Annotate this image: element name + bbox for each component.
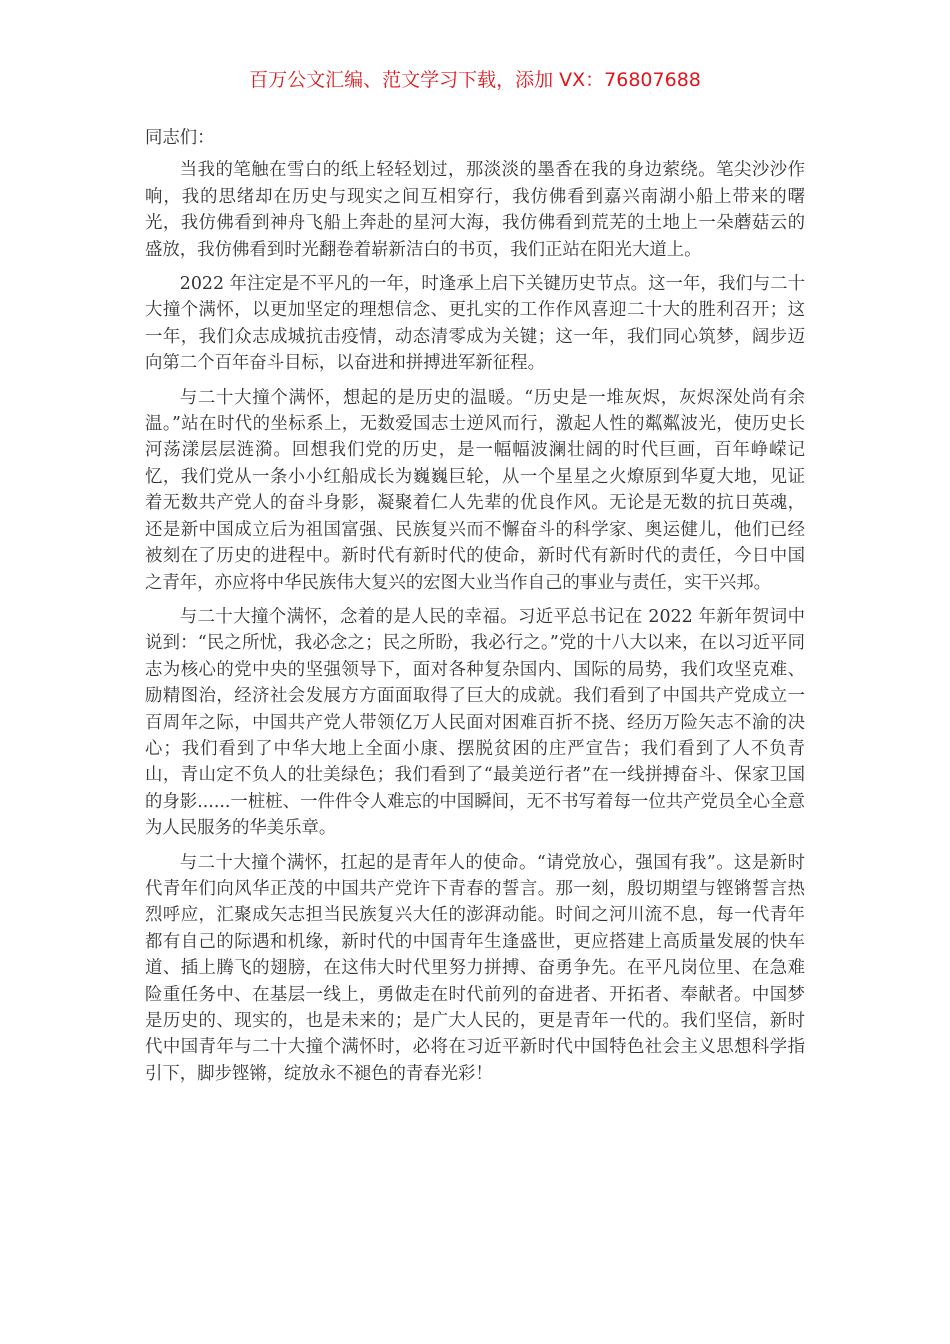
promo-banner: 百万公文汇编、范文学习下载，添加 VX：76807688	[249, 69, 701, 91]
paragraph-history: 与二十大撞个满怀，想起的是历史的温暖。“历史是一堆灰烬，灰烬深处尚有余温。”站在时代的坐标系上，无数爱国志士逆风而行，激起人性的粼粼波光，使历史长河荡漾层层涟漪。回想我们党的历史，是一幅幅波澜壮阔的时代巨画，百年峥嵘记忆，我们党从一条小小红船成长为巍巍巨轮，从一个星星之火燎原到华夏大地，见证着无数共产党人的奋斗身影，凝聚着仁人先辈的优良作风。无论是无数的抗日英魂，还是新中国成立后为祖国富强、民族复兴而不懈奋斗的科学家、奥运健儿，他们已经被刻在了历史的进程中。新时代有新时代的使命，新时代有新时代的责任，今日中国之青年，亦应将中华民族伟大复兴的宏图大业当作自己的事业与责任，实干兴邦。	[145, 387, 805, 593]
paragraph-youth: 与二十大撞个满怀，扛起的是青年人的使命。“请党放心，强国有我”。这是新时代青年们向风华正茂的中国共产党许下青春的誓言。那一刻，殷切期望与铿锵誓言热烈呼应，汇聚成矢志担当民族复兴大任的澎湃动能。时间之河川流不息，每一代青年都有自己的际遇和机缘，新时代的中国青年生逢盛世，更应搭建上高质量发展的快车道、插上腾飞的翅膀，在这伟大时代里努力拼搏、奋勇争先。在平凡岗位里、在急难险重任务中、在基层一线上，勇做走在时代前列的奋进者、开拓者、奉献者。中国梦是历史的、现实的，也是未来的；是广大人民的，更是青年一代的。我们坚信，新时代中国青年与二十大撞个满怀时，必将在习近平新时代中国特色社会主义思想科学指引下，脚步铿锵，绽放永不褪色的青春光彩！	[145, 852, 805, 1084]
paragraph-intro: 当我的笔触在雪白的纸上轻轻划过，那淡淡的墨香在我的身边萦绕。笔尖沙沙作响，我的思绪却在历史与现实之间互相穿行，我仿佛看到嘉兴南湖小船上带来的曙光，我仿佛看到神舟飞船上奔赴的星河大海，我仿佛看到荒芜的土地上一朵蘑菇云的盛放，我仿佛看到时光翻卷着崭新洁白的书页，我们正站在阳光大道上。	[145, 160, 805, 260]
salutation: 同志们：	[145, 128, 215, 148]
paragraph-2022: 2022 年注定是不平凡的一年，时逢承上启下关键历史节点。这一年，我们与二十大撞个满怀，以更加坚定的理想信念、更扎实的工作作风喜迎二十大的胜利召开；这一年，我们众志成城抗击疫情，动态清零成为关键；这一年，我们同心筑梦，阔步迈向第二个百年奋斗目标，以奋进和拼搏进军新征程。	[145, 274, 805, 374]
paragraph-people: 与二十大撞个满怀，念着的是人民的幸福。习近平总书记在 2022 年新年贺词中说到：“民之所忧，我必念之；民之所盼，我必行之。”党的十八大以来，在以习近平同志为核心的党中央的坚强领导下，面对各种复杂国内、国际的局势，我们攻坚克难、励精图治，经济社会发展方方面面取得了巨大的成就。我们看到了中国共产党成立一百周年之际，中国共产党人带领亿万人民面对困难百折不挠、经历万险矢志不渝的决心；我们看到了中华大地上全面小康、摆脱贫困的庄严宣告；我们看到了人不负青山，青山定不负人的壮美绿色；我们看到了“最美逆行者”在一线拼搏奋斗、保家卫国的身影......一桩桩、一件件令人难忘的中国瞬间，无不书写着每一位共产党员全心全意为人民服务的华美乐章。	[145, 606, 805, 839]
document-body	[145, 125, 805, 1095]
